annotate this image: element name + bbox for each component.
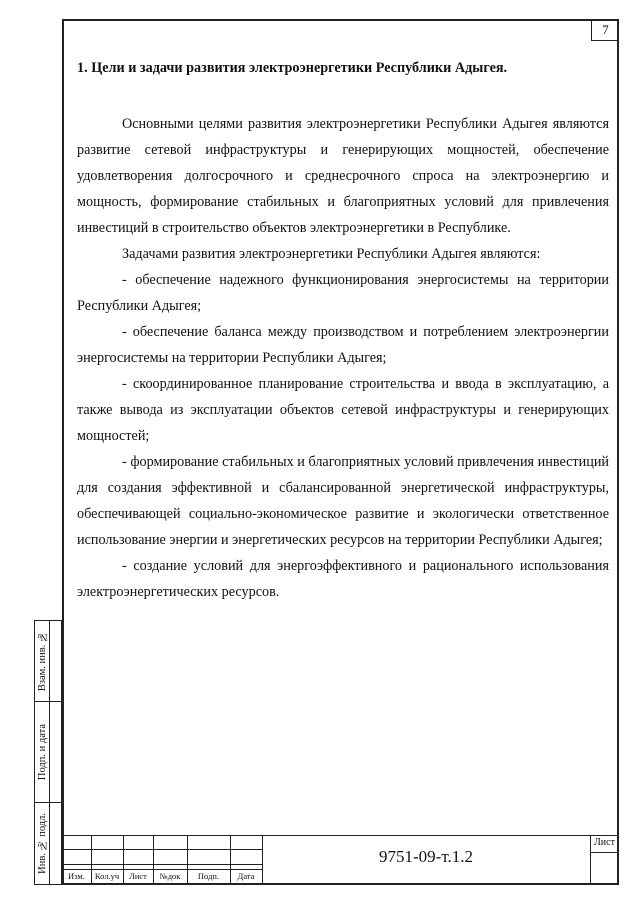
list-item: - скоординированное планирование строительства и ввода в эксплуатацию, а также вывода из эксплуатации объектов сетевой инфраструктуры и генерирующих мощностей; [77, 376, 609, 444]
list-item: - обеспечение надежного функционирования энергосистемы на территории Республики Адыгея; [77, 272, 609, 314]
side-label-inv: Инв. № подл. [36, 813, 48, 874]
col-list: Лист [129, 871, 147, 881]
col-data: Дата [237, 871, 255, 881]
paragraph-goals: Основными целями развития электроэнергетики Республики Адыгея являются развитие сетевой инфраструктуры и генерирующих мощностей, обеспечение удовлетворения долгосрочного и среднесрочного спроса на электроэнергию и мощность, формирование стабильных и благоприятных условий для привлечения инвестиций в строительство объектов электроэнергетики в Республике. [77, 116, 609, 236]
section-heading: 1. Цели и задачи развития электроэнергетики Республики Адыгея. [77, 60, 508, 76]
side-label-podp: Подп. и дата [36, 723, 48, 781]
paragraph-tasks-intro: Задачами развития электроэнергетики Республики Адыгея являются: [122, 246, 541, 262]
list-item: - обеспечение баланса между производством и потреблением электроэнергии энергосистемы на территории Республики Адыгея; [77, 324, 609, 366]
sheet-label: Лист [594, 837, 615, 848]
side-stamp-vzam [34, 620, 62, 702]
side-label-vzam: Взам. инв. № [36, 630, 48, 692]
side-stamp-podp [34, 701, 62, 803]
col-kol-uch: Кол.уч [94, 871, 120, 881]
col-podp: Подп. [197, 871, 220, 881]
page-number: 7 [591, 19, 619, 41]
col-izm: Изм. [68, 871, 85, 881]
title-block [62, 835, 619, 885]
document-body [77, 58, 609, 605]
col-ndok: №док [159, 871, 181, 881]
list-item: - создание условий для энергоэффективного и рационального использования электроэнергетических ресурсов. [77, 558, 609, 600]
side-stamp-inv [34, 802, 62, 885]
list-item: - формирование стабильных и благоприятных условий привлечения инвестиций для создания эффективной и сбалансированной энергетической инфраструктуры, обеспечивающей социально-экономическое развитие и экологически ответственное использование энергии и энергетических ресурсов на территории Республики Адыгея; [77, 454, 609, 548]
document-number: 9751-09-т.1.2 [379, 847, 473, 866]
